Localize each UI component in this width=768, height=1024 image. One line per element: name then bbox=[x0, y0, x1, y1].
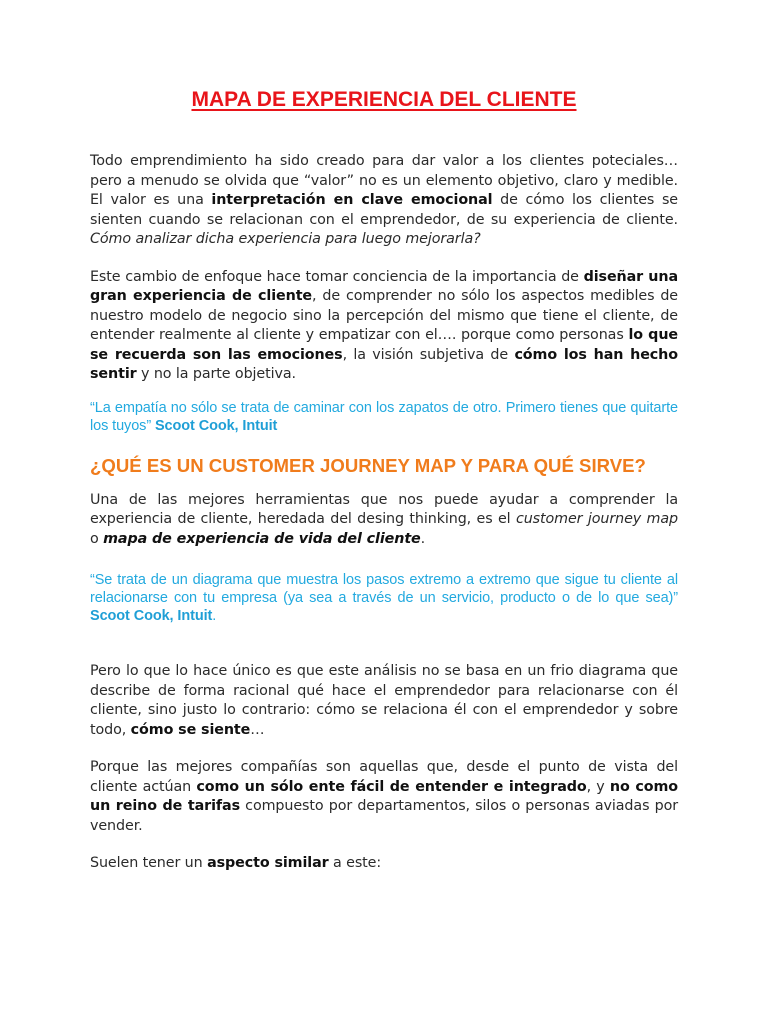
section-heading: ¿QUÉ ES UN CUSTOMER JOURNEY MAP Y PARA QUÉ SIRVE? bbox=[90, 454, 646, 476]
text-run: Pero lo que lo hace único es que este análisis no se basa en un frio diagrama que describe de forma racional qué hace el emprendedor para relacionarse con él cliente, sino justo lo contrario: cómo se relaciona él con el emprendedor y sobre todo, bbox=[90, 663, 678, 738]
text-run: Todo emprendimiento ha sido creado para dar valor a los clientes poteciales… pero a menudo se olvida que “valor” no es un elemento objetivo, claro y medible. El valor es una bbox=[90, 153, 678, 208]
paragraph-journey-map bbox=[90, 491, 678, 550]
text-run: , y bbox=[586, 778, 610, 795]
paragraph-unique bbox=[90, 662, 678, 740]
italic-run: Cómo analizar dicha experiencia para luego mejorarla? bbox=[90, 231, 481, 247]
paragraph-intro bbox=[90, 152, 678, 250]
bold-run: cómo los han hecho sentir bbox=[90, 346, 678, 382]
bold-run: no como un reino de tarifas bbox=[90, 778, 679, 814]
text-run: Este cambio de enfoque hace tomar conciencia de la importancia de bbox=[90, 268, 584, 285]
quote-author: Scoot Cook, Intuit bbox=[90, 608, 213, 624]
bold-run: cómo se siente bbox=[130, 721, 251, 738]
quote-text: “La empatía no sólo se trata de caminar con los zapatos de otro. Primero tienes que quitarte los tuyos” bbox=[90, 399, 678, 434]
paragraph-companies bbox=[90, 758, 678, 836]
text-run: , de comprender no sólo los aspectos medibles de nuestro modelo de negocio sino la percepción del mismo que tiene el cliente, de entender realmente al cliente y empatizar con el…. porque como personas bbox=[90, 288, 678, 343]
bold-run: interpretación en clave emocional bbox=[211, 192, 493, 208]
paragraph-aspect bbox=[90, 854, 678, 874]
quote-text: “Se trata de un diagrama que muestra los pasos extremo a extremo que sigue tu cliente al relacionarse con tu empresa (ya sea a través de un servicio, producto o de lo que sea)” bbox=[90, 572, 678, 606]
page-title: MAPA DE EXPERIENCIA DEL CLIENTE bbox=[191, 88, 577, 111]
text-run: y no la parte objetiva. bbox=[136, 366, 296, 382]
italic-run: customer journey map bbox=[515, 511, 678, 527]
text-run: Porque las mejores compañías son aquellas que, desde el punto de vista del cliente actúan bbox=[90, 759, 678, 795]
text-run: . bbox=[212, 608, 217, 624]
text-run: … bbox=[250, 721, 265, 738]
bold-run: lo que se recuerda son las emociones bbox=[90, 327, 678, 363]
quote-author: Scoot Cook, Intuit bbox=[154, 417, 278, 434]
paragraph-enfoque bbox=[90, 268, 678, 385]
quote-diagram bbox=[90, 571, 678, 625]
text-run: , la visión subjetiva de bbox=[342, 346, 515, 363]
quote-empathy bbox=[90, 399, 678, 435]
bold-run: aspecto similar bbox=[207, 855, 329, 871]
bold-italic-run: mapa de experiencia de vida del cliente bbox=[103, 530, 421, 547]
text-run: Suelen tener un bbox=[90, 855, 208, 871]
text-run: Una de las mejores herramientas que nos puede ayudar a comprender la experiencia de cliente, heredada del desing thinking, es el bbox=[90, 491, 678, 527]
text-run: compuesto por departamentos, silos o personas aviadas por vender. bbox=[90, 798, 678, 834]
bold-run: como un sólo ente fácil de entender e integrado bbox=[196, 778, 587, 795]
text-run: . bbox=[420, 530, 426, 547]
text-run: o bbox=[90, 530, 104, 547]
text-run: a este: bbox=[328, 855, 382, 871]
text-run: de cómo los clientes se sienten cuando se relacionan con el emprendedor, de su experiencia de cliente. bbox=[90, 192, 678, 228]
bold-run: diseñar una gran experiencia de cliente bbox=[90, 268, 678, 304]
